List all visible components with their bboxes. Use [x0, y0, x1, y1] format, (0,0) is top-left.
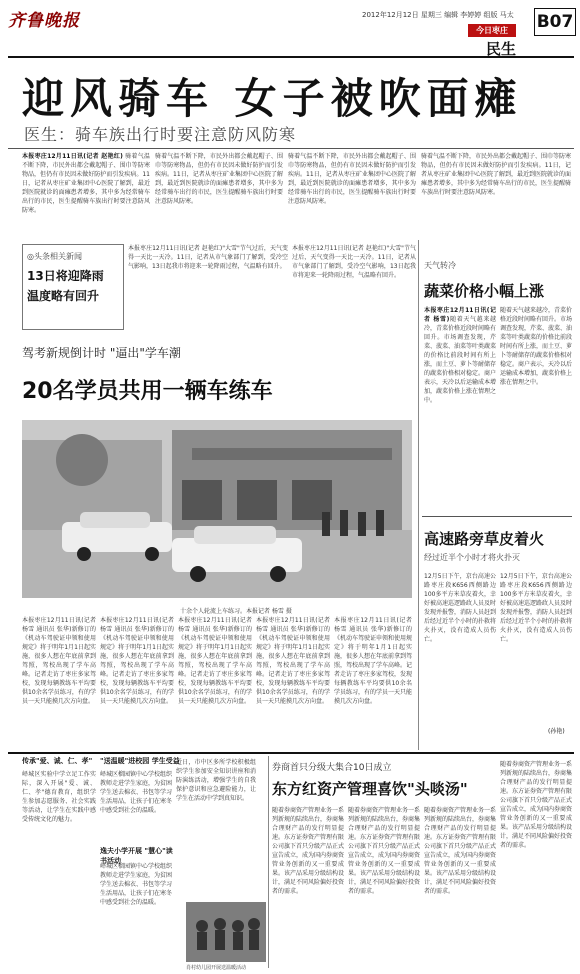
- lead-body-text-3: 骑着气温不断下降，市民外出都会戴起帽子、围巾等防寒物品，但仍有市民因未做好防护而引发疾病。11日，记者从枣庄矿业集团中心医院了解到，最近到医院就诊的面瘫患者增多，其中多为经常骑车出行的市民，医生提醒骑车族出行时要注意防风防寒。: [288, 153, 416, 205]
- fire-rule: [422, 516, 572, 517]
- fire-byline: (孙艳): [548, 728, 565, 735]
- story2-body-col5: 本报枣庄12月11日讯(记者 杨雪 通讯员 张华)新修订的《机动车驾驶证申领和使用规定》将于明年1月1日起实施，很多人想在年底前拿到驾照，驾校出现了学车高峰。记者走访了枣庄多家驾校，发现每辆教练车平均要供10余名学员练习，有的学员一天只能摸几次方向盘。: [334, 617, 412, 705]
- bottom-col2-body-2: 峄城区榴园镇中心学校组织教师走进学生家庭，为贫困学生送去棉衣、书包等学习生活用品，让孩子们在寒冬中感受到社会的温暖。: [100, 863, 172, 906]
- lead-headline: 迎风骑车 女子被吹面瘫: [22, 74, 523, 123]
- lead-body-text: 骑着气温不断下降，市民外出都会戴起帽子、围巾等防寒物品，但仍有市民因未做好防护而引发疾病。11日，记者从枣庄矿业集团中心医院了解到，最近到医院就诊的面瘫患者增多，其中多为经常骑车出行的市民，医生提醒骑车族出行时要注意防风防寒。: [22, 153, 150, 214]
- section-tag: 今日枣庄: [468, 24, 516, 37]
- fire-body-col2: 12月5日下午，京台高速公路枣庄段K656西侧路边100多平方米草皮着火，幸好被高速巡逻路政人员及时发现并报警，消防人员赶到后经过近半个小时的扑救将火扑灭，没有造成人员伤亡。: [500, 573, 572, 643]
- school-illustration: [186, 902, 266, 962]
- ad-body-col2: 随着券商资产管理业务一系列新规的陆续出台，券商集合理财产品的发行明显提速。东方证券资产管理有限公司旗下首只分级产品正式宣告成立，成为国内券商资管业务创新的又一重要成果。该产品采用分级结构设计，满足不同风险偏好投资者的需求。: [348, 807, 420, 895]
- lead-body-col1: [22, 152, 150, 238]
- driving-school-photo: [22, 420, 412, 598]
- ad-body-col4: 随着券商资产管理业务一系列新规的陆续出台，券商集合理财产品的发行明显提速。东方证券资产管理有限公司旗下首只分级产品正式宣告成立，成为国内券商资管业务创新的又一重要成果。该产品采用分级结构设计，满足不同风险偏好投资者的需求。: [500, 761, 572, 849]
- school-photo: [186, 902, 266, 962]
- lead-body-col4: [421, 152, 571, 238]
- story2-body-col1: 本报枣庄12月11日讯(记者 杨雪 通讯员 张华)新修订的《机动车驾驶证申领和使用规定》将于明年1月1日起实施，很多人想在年底前拿到驾照，驾校出现了学车高峰。记者走访了枣庄多家驾校，发现每辆教练车平均要供10余名学员练习，有的学员一天只能摸几次方向盘。: [22, 617, 96, 705]
- ad-kicker: 券商首只分级大集合10日成立: [272, 763, 392, 773]
- ad-body-col3: 随着券商资产管理业务一系列新规的陆续出台，券商集合理财产品的发行明显提速。东方证券资产管理有限公司旗下首只分级产品正式宣告成立，成为国内券商资管业务创新的又一重要成果。该产品采用分级结构设计，满足不同风险偏好投资者的需求。: [424, 807, 496, 895]
- section-title: 民生: [486, 40, 517, 58]
- weather-label: 天气转冷: [424, 261, 456, 270]
- weather-headline: 蔬菜价格小幅上涨: [424, 282, 545, 300]
- lead-subhead: 医生：骑车族出行时要注意防风防寒: [24, 125, 297, 144]
- lead-body-text-4: 骑着气温不断下降，市民外出都会戴起帽子、围巾等防寒物品，但仍有市民因未做好防护而引发疾病。11日，记者从枣庄矿业集团中心医院了解到，最近到医院就诊的面瘫患者增多，其中多为经常骑车出行的市民，医生提醒骑车族出行时要注意防风防寒。: [421, 153, 571, 196]
- bottom-col2-title: "送温暖"进校园 学生受益: [100, 757, 180, 765]
- header-rule: [8, 56, 574, 58]
- fire-headline: 高速路旁草皮着火: [424, 530, 545, 548]
- bottom-col2-subtitle: 逸夫小学开展 "慧心"读书活动: [100, 847, 173, 865]
- ad-headline: 东方红资产管理喜饮"头啖汤": [272, 780, 468, 798]
- fire-body-col1: 12月5日下午，京台高速公路枣庄段K656西侧路边100多平方米草皮着火，幸好被高速巡逻路政人员及时发现并报警，消防人员赶到后经过近半个小时的扑救将火扑灭，没有造成人员伤亡。: [424, 573, 496, 643]
- photo-caption: 十余个人轮流上车练习。本报记者 杨雪 摄: [180, 608, 292, 615]
- bottom-col2-body: 峄城区榴园镇中心学校组织教师走进学生家庭，为贫困学生送去棉衣、书包等学习生活用品，让孩子们在寒冬中感受到社会的温暖。: [100, 771, 172, 814]
- story2-body-col4: 本报枣庄12月11日讯(记者 杨雪 通讯员 张华)新修订的《机动车驾驶证申领和使用规定》将于明年1月1日起实施，很多人想在年底前拿到驾照，驾校出现了学车高峰。记者走访了枣庄多家驾校，发现每辆教练车平均要供10余名学员练习，有的学员一天只能摸几次方向盘。: [256, 617, 330, 705]
- related-title: 13日将迎降雨 温度略有回升: [27, 269, 104, 303]
- bottom-divider: [268, 756, 269, 968]
- newspaper-logo: 齐鲁晚报: [8, 11, 80, 31]
- related-label: ◎头条相关新闻: [27, 252, 82, 261]
- story2-kicker: 驾考新规倒计时 "逼出"学车潮: [22, 346, 181, 360]
- related-body: 本报枣庄12月11日讯(记者 赵艳红)"大雪"节气过后，天气变得一天比一天冷。11日，记者从市气象部门了解到，受冷空气影响，13日起我市将迎来一轮降雨过程，气温略有回升。: [128, 245, 288, 270]
- story2-body-col3: 本报枣庄12月11日讯(记者 杨雪 通讯员 张华)新修订的《机动车驾驶证申领和使用规定》将于明年1月1日起实施，很多人想在年底前拿到驾照，驾校出现了学车高峰。记者走访了枣庄多家驾校，发现每辆教练车平均要供10余名学员练习，有的学员一天只能摸几次方向盘。: [178, 617, 252, 705]
- story2-headline: 20名学员共用一辆车练车: [22, 379, 273, 404]
- driving-school-illustration: [22, 420, 412, 598]
- ad-body-col1: 随着券商资产管理业务一系列新规的陆续出台，券商集合理财产品的发行明显提速。东方证券资产管理有限公司旗下首只分级产品正式宣告成立，成为国内券商资管业务创新的又一重要成果。该产品采用分级结构设计，满足不同风险偏好投资者的需求。: [272, 807, 344, 895]
- bottom-col1-title: 传承"爱、诚、仁、孝": [22, 757, 93, 765]
- lead-body-col3: [288, 152, 416, 238]
- school-photo-caption: 肖村幼儿园开展送温暖活动: [186, 965, 247, 971]
- issue-info: 2012年12月12日 星期三 编辑 李婷婷 组版 马太: [362, 11, 514, 19]
- related-news-box: [22, 244, 124, 330]
- lead-body-text-2: 骑着气温不断下降，市民外出都会戴起帽子、围巾等防寒物品，但仍有市民因未做好防护而引发疾病。11日，记者从枣庄矿业集团中心医院了解到，最近到医院就诊的面瘫患者增多，其中多为经常骑车出行的市民，医生提醒骑车族出行时要注意防风防寒。: [155, 153, 283, 205]
- story2-body-col2: 本报枣庄12月11日讯(记者 杨雪 通讯员 张华)新修订的《机动车驾驶证申领和使用规定》将于明年1月1日起实施，很多人想在年底前拿到驾照，驾校出现了学车高峰。记者走访了枣庄多家驾校，发现每辆教练车平均要供10余名学员练习，有的学员一天只能摸几次方向盘。: [100, 617, 174, 705]
- weather-body-col1: 本报枣庄12月11日讯(记者 杨雪)随着天气越来越冷，青菜价格近段时间略有回升。市场调查发现，芹菜、菠菜、油菜等叶类蔬菜的价格比前段时间有所上涨，而土豆、萝卜等耐储存的蔬菜价格相对稳定。商户表示，天冷以后运输成本增加，蔬菜价格上涨在情理之中。: [424, 307, 496, 404]
- bottom-col3-body: 近日，市中区多所学校积极组织学生参加安全知识讲座和消防演练活动，增强学生的自我保护意识和应急避险能力，让学生在活动中学到真知识。: [176, 759, 256, 802]
- page-number: B07: [534, 8, 576, 36]
- bottom-rule: [8, 752, 574, 754]
- related-body-2: 本报枣庄12月11日讯(记者 赵艳红)"大雪"节气过后，天气变得一天比一天冷。11日，记者从市气象部门了解到，受冷空气影响，13日起我市将迎来一轮降雨过程，气温略有回升。: [292, 245, 416, 279]
- lead-rule: [8, 148, 574, 149]
- bottom-col1-body: 峄城区实验中学立足工作实际，深入开展"爱、诚、仁、孝"德育教育，组织学生参加志愿服务、社会实践等活动，让学生在实践中感受传统文化的魅力。: [22, 771, 96, 823]
- weather-body-col2: 随着天气越来越冷，青菜价格近段时间略有回升。市场调查发现，芹菜、菠菜、油菜等叶类蔬菜的价格比前段时间有所上涨，而土豆、萝卜等耐储存的蔬菜价格相对稳定。商户表示，天冷以后运输成本增加，蔬菜价格上涨在情理之中。: [500, 307, 572, 386]
- lead-byline: 本报枣庄12月11日讯(记者 赵艳红): [22, 153, 123, 160]
- fire-subhead: 经过近半个小时才将火扑灭: [424, 553, 520, 562]
- lead-body-col2: [155, 152, 283, 238]
- column-divider: [418, 240, 419, 750]
